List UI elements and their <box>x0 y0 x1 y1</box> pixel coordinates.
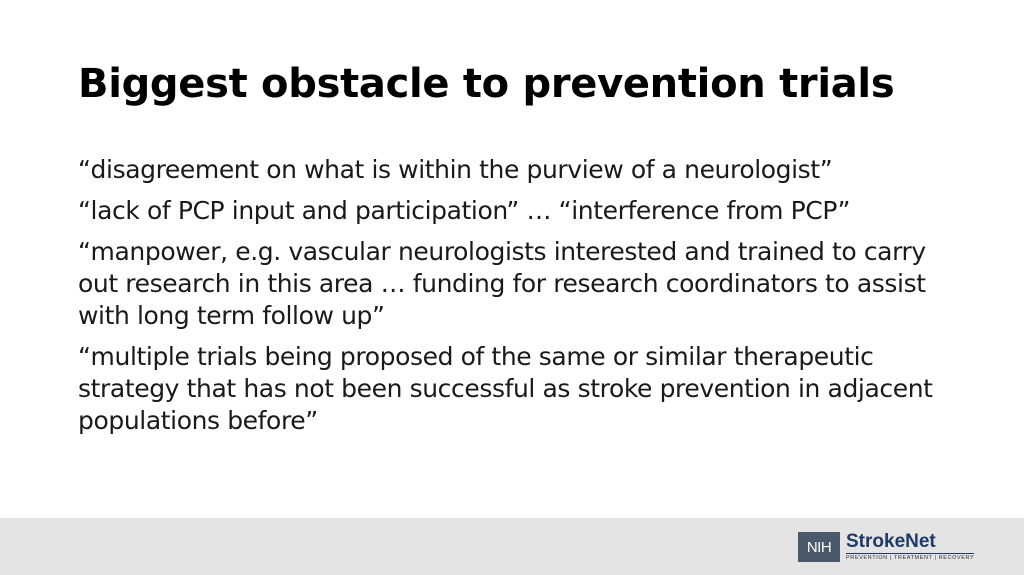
quote-item: “disagreement on what is within the purview of a neurologist” <box>78 155 833 184</box>
brand-divider <box>846 553 974 554</box>
quote-item: “manpower, e.g. vascular neurologists interested and trained to carry out research in this area … funding for research coordinators to assist with long term follow up” <box>78 237 926 330</box>
strokenet-brand <box>846 532 974 562</box>
strokenet-tagline: PREVENTION | TREATMENT | RECOVERY <box>846 555 975 561</box>
slide-title: Biggest obstacle to prevention trials <box>78 61 895 107</box>
strokenet-name: StrokeNet <box>846 531 936 552</box>
nih-strokenet-logo <box>798 530 974 564</box>
nih-logo-mark: NIH <box>798 532 840 562</box>
quote-list <box>78 154 958 446</box>
quote-item: “multiple trials being proposed of the same or similar therapeutic strategy that has not been successful as stroke prevention in adjacent populations before” <box>78 342 933 435</box>
quote-item: “lack of PCP input and participation” … “interference from PCP” <box>78 196 851 225</box>
